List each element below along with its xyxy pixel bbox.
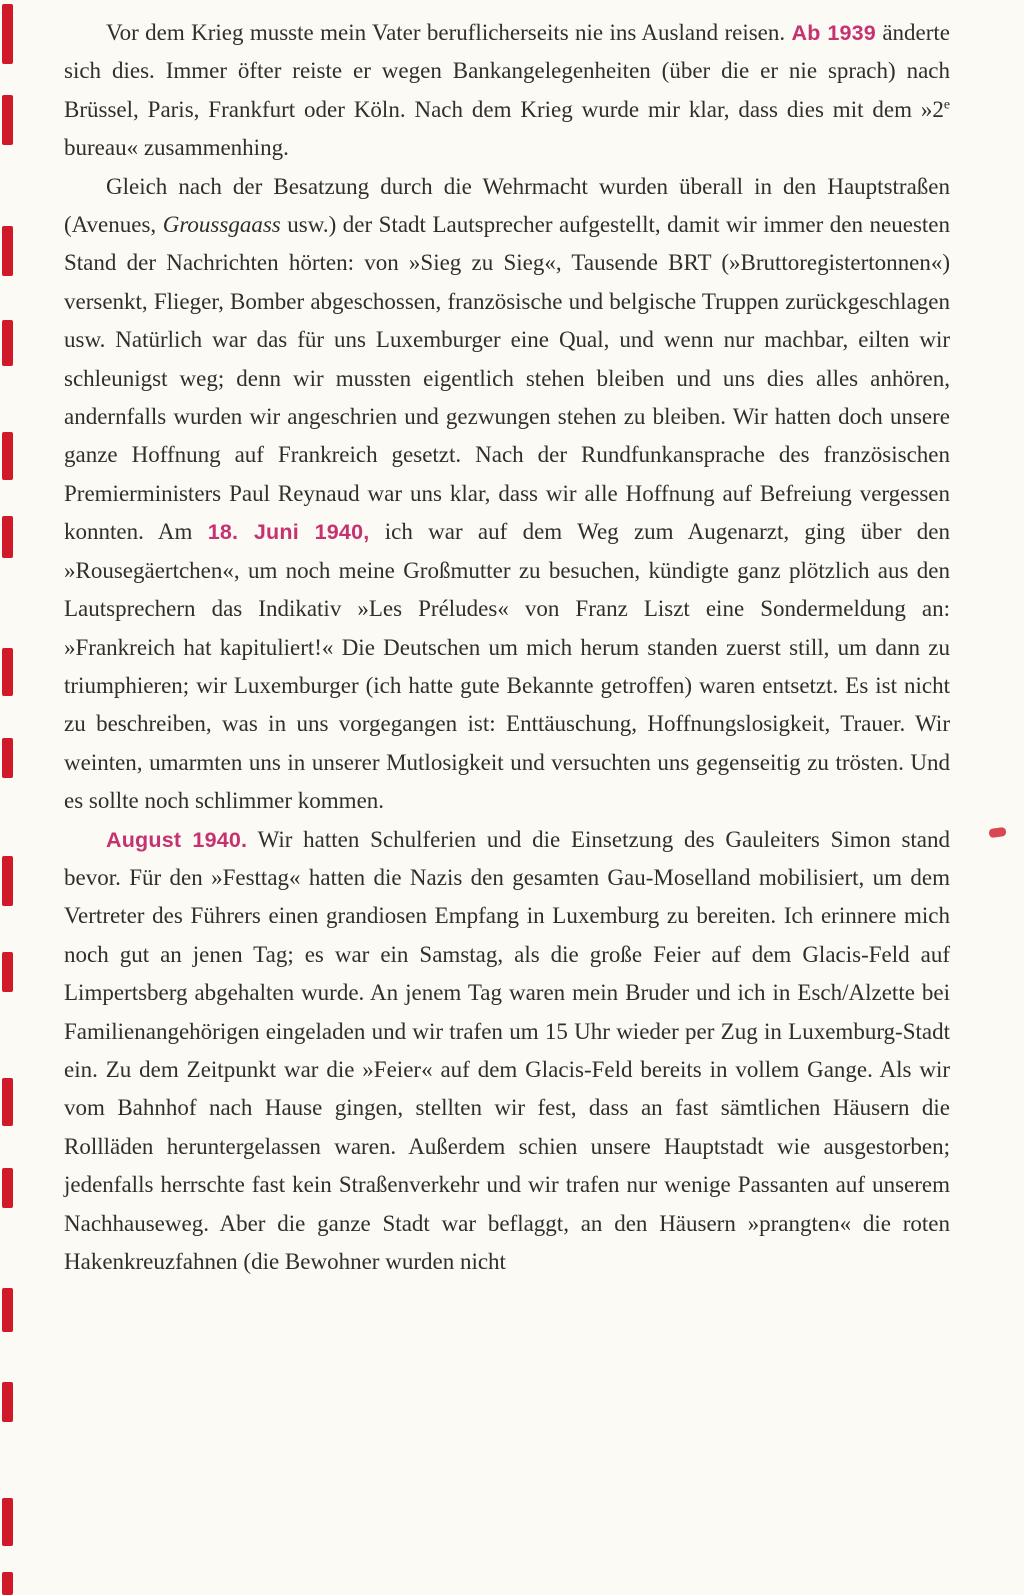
text-segment: änderte sich dies. Immer öfter reiste er wegen Bankangelegenheiten (über die er nie sprach) nach Brüssel, Paris, Frankfurt oder Köln. Nach dem Krieg wurde mir klar, dass dies mit dem »2 xyxy=(64,20,951,122)
text-segment: ich war auf dem Weg zum Augenarzt, ging über den »Rousegäertchen«, um noch meine Großmutter zu besuchen, kündigte ganz plötzlich aus den Lautsprechern das Indikativ »Les Préludes« von Franz Liszt eine Sondermeldung an: »Frankreich hat kapituliert!« Die Deutschen um mich herum standen zuerst still, um dann zu triumphieren; wir Luxemburger (ich hatte gute Bekannte getroffen) waren entsetzt. Es ist nicht zu beschreiben, was in uns vorgegangen ist: Enttäuschung, Hoffnungslosigkeit, Trauer. Wir weinten, umarmten uns in unserer Mutlosigkeit und versuchten uns gegenseitig zu trösten. Und es sollte noch schlimmer kommen. xyxy=(64,519,950,814)
paragraph xyxy=(64,821,950,1282)
scan-edge-mark xyxy=(2,95,13,145)
text-segment: usw.) der Stadt Lautsprecher aufgestellt, damit wir immer den neuesten Stand der Nachrichten hörten: von »Sieg zu Sieg«, Tausende BRT (»Bruttoregistertonnen«) versenkt, Flieger, Bomber abgeschossen, französische und belgische Truppen zurückgeschlagen usw. Natürlich war das für uns Luxemburger eine Qual, und wenn nur machbar, eilten wir schleunigst weg; denn wir mussten eigentlich stehen bleiben und uns dies alles anhören, andernfalls wurden wir angeschrien und gezwungen stehen zu bleiben. Wir hatten doch unsere ganze Hoffnung auf Frankreich gesetzt. Nach der Rundfunkansprache des französischen Premierministers Paul Reynaud war uns klar, dass wir alle Hoffnung auf Befreiung vergessen konnten. Am xyxy=(64,212,950,545)
scan-edge-mark xyxy=(2,856,13,906)
scan-edge-mark xyxy=(2,952,13,992)
scan-edge-mark-right xyxy=(988,827,1006,838)
scan-edge-mark xyxy=(2,648,13,696)
italic-term: Groussgaass xyxy=(162,212,281,238)
paragraph xyxy=(64,14,950,168)
highlight-date: August 1940. xyxy=(106,827,248,852)
scan-edge-mark xyxy=(2,738,13,778)
text-segment: Gleich nach der Besatzung durch die Wehrmacht wurden überall in den Hauptstraßen (Avenues, xyxy=(64,173,950,238)
scan-edge-mark xyxy=(2,432,13,480)
scan-edge-mark xyxy=(2,1382,13,1422)
scan-edge-mark xyxy=(2,516,13,558)
highlight-date: Ab 1939 xyxy=(791,21,876,45)
scan-edge-mark xyxy=(2,1572,13,1595)
paragraph xyxy=(64,168,950,821)
scan-edge-mark xyxy=(2,1498,13,1546)
superscript: e xyxy=(943,96,950,112)
text-segment: Wir hatten Schulferien und die Einsetzung des Gauleiters Simon stand bevor. Für den »Festtag« hatten die Nazis den gesamten Gau-Moselland mobilisiert, um dem Vertreter des Führers einen grandiosen Empfang in Luxemburg zu bereiten. Ich erinnere mich noch gut an jenen Tag; es war ein Samstag, als die große Feier auf dem Glacis-Feld auf Limpertsberg abgehalten wurde. An jenem Tag waren mein Bruder und ich in Esch/Alzette bei Familienangehörigen eingeladen und wir trafen um 15 Uhr wieder per Zug in Luxemburg-Stadt ein. Zu dem Zeitpunkt war die »Feier« auf dem Glacis-Feld bereits in vollem Gange. Als wir vom Bahnhof nach Hause gingen, stellten wir fest, dass an fast sämtlichen Häusern die Rollläden heruntergelassen waren. Außerdem schien unsere Hauptstadt wie ausgestorben; jedenfalls herrschte fast kein Straßenverkehr und wir trafen nur wenige Passanten auf unserem Nachhauseweg. Aber die ganze Stadt war beflaggt, an den Häusern »prangten« die roten Hakenkreuzfahnen (die Bewohner wurden nicht xyxy=(64,826,951,1274)
text-segment: Vor dem Krieg musste mein Vater beruflicherseits nie ins Ausland reisen. xyxy=(106,20,792,45)
highlight-date: 18. Juni 1940, xyxy=(207,520,370,545)
scan-edge-mark xyxy=(2,226,13,276)
text-block xyxy=(64,14,950,1281)
scan-edge-mark xyxy=(2,1168,13,1208)
text-segment: bureau« zusammenhing. xyxy=(64,135,289,161)
scan-edge-mark xyxy=(2,1288,13,1332)
scan-edge-mark xyxy=(2,320,13,366)
scan-edge-mark xyxy=(2,1078,13,1126)
scan-edge-mark xyxy=(2,4,13,64)
